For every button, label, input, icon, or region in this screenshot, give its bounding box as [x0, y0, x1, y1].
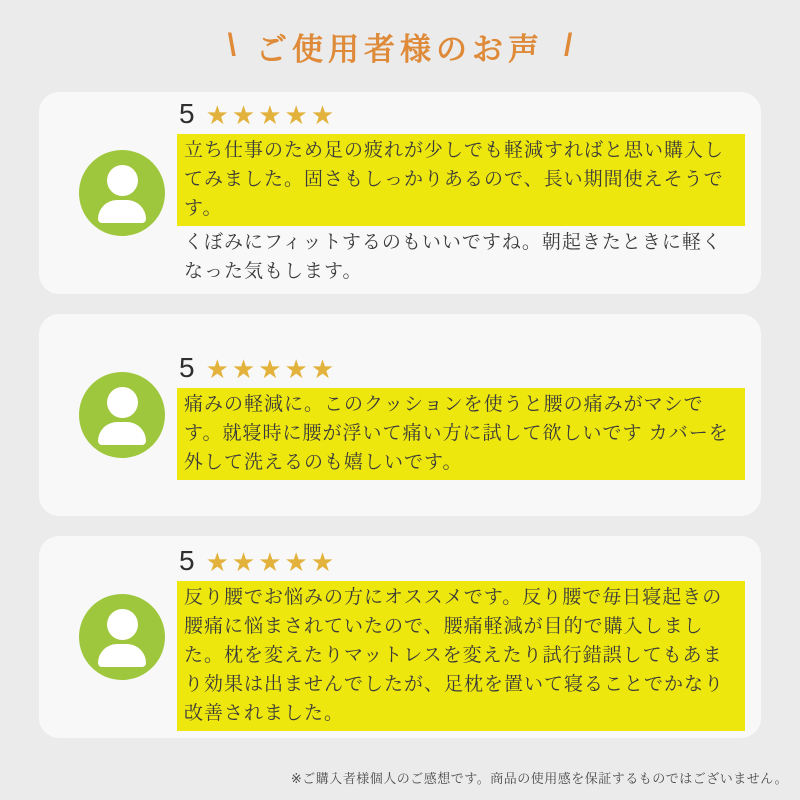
review-card — [39, 314, 761, 516]
review-text — [177, 581, 745, 731]
user-avatar — [79, 594, 165, 680]
review-card — [39, 536, 761, 738]
decorative-backslash: \ — [227, 28, 236, 63]
review-card — [39, 92, 761, 294]
person-icon — [79, 594, 165, 680]
rating-score: 5 — [179, 98, 195, 129]
person-icon — [79, 372, 165, 458]
review-text-highlighted: 痛みの軽減に。このクッションを使うと腰の痛みがマシです。就寝時に腰が浮いて痛い方に試して欲しいです カバーを外して洗えるのも嬉しいです。 — [177, 388, 745, 480]
review-content — [177, 544, 745, 731]
rating-row — [179, 544, 745, 578]
rating-score: 5 — [179, 544, 195, 576]
review-text — [177, 388, 745, 480]
rating-row — [179, 351, 745, 385]
disclaimer-text: ※ご購入者様個人のご感想です。商品の使用感を保証するものではございません。 — [290, 771, 788, 786]
person-icon-head — [107, 609, 138, 640]
star-rating-icon: ★★★★★ — [205, 100, 338, 130]
section-header — [0, 24, 800, 68]
person-icon-torso — [98, 200, 146, 223]
person-icon — [79, 150, 165, 236]
rating-score: 5 — [179, 351, 195, 383]
review-text — [177, 134, 745, 289]
star-rating-icon: ★★★★★ — [205, 546, 338, 577]
person-icon-torso — [98, 644, 146, 667]
review-text-plain: くぼみにフィットするのもいいですね。朝起きたときに軽くなった気もします。 — [184, 232, 722, 282]
person-icon-head — [107, 165, 138, 196]
review-content — [177, 97, 745, 289]
user-avatar — [79, 372, 165, 458]
review-content — [177, 351, 745, 480]
rating-row — [179, 97, 745, 131]
user-avatar — [79, 150, 165, 236]
page-title: ご使用者様のお声 — [256, 31, 544, 67]
person-icon-torso — [98, 422, 146, 445]
review-text-highlighted: 立ち仕事のため足の疲れが少しでも軽減すればと思い購入してみました。固さもしっかりあるので、長い期間使えそうです。 — [177, 134, 745, 226]
star-rating-icon: ★★★★★ — [205, 353, 338, 384]
decorative-slash: / — [564, 28, 573, 63]
review-text-highlighted: 反り腰でお悩みの方にオススメです。反り腰で毎日寝起きの腰痛に悩まされていたので、腰痛軽減が目的で購入しました。枕を変えたりマットレスを変えたり試行錯誤してもあまり効果は出ませんでしたが、足枕を置いて寝ることでかなり改善されました。 — [177, 581, 745, 731]
person-icon-head — [107, 387, 138, 418]
